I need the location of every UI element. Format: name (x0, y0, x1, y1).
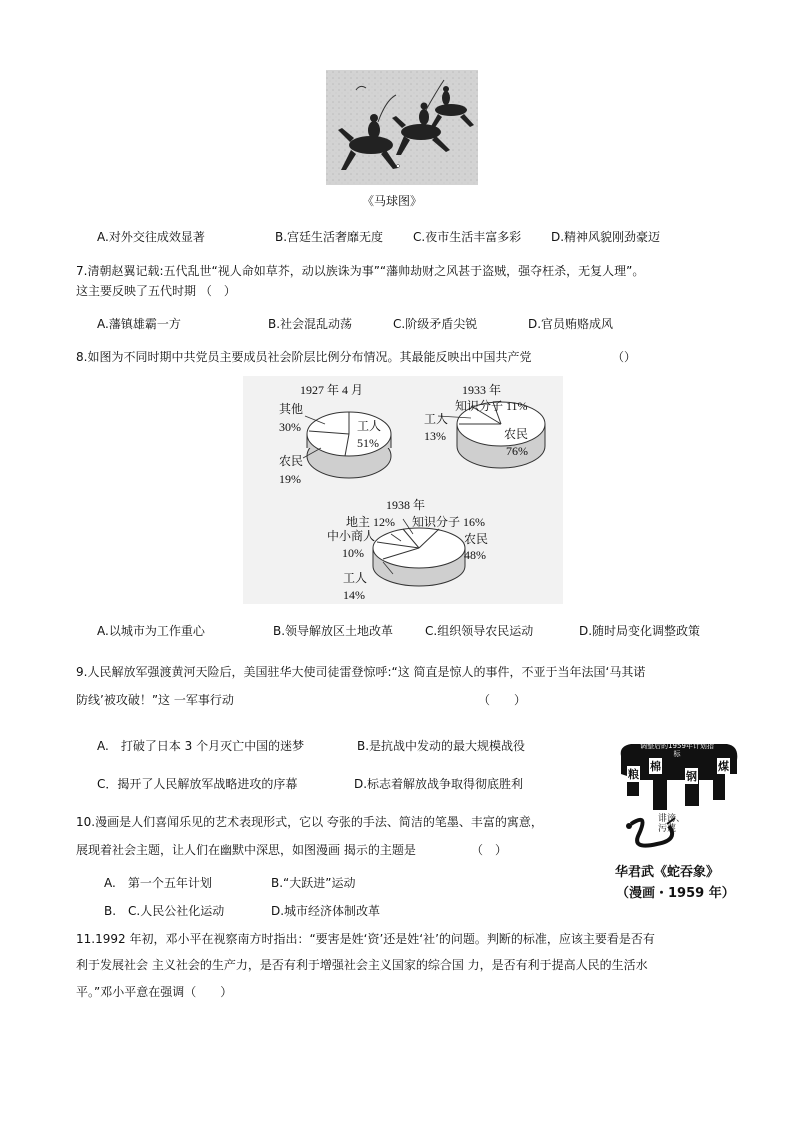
pie2-label-worker-pct: 13% (424, 429, 446, 443)
pie2-label-worker: 工人 (424, 412, 449, 426)
pie1-label-peasant-pct: 19% (279, 472, 301, 486)
q9-stem-line2: 防线’被攻破！”这 一军事行动 (76, 693, 234, 707)
q10-option-c[interactable]: B. C.人民公社化运动 (104, 904, 225, 918)
q9-stem-line1: 9.人民解放军强渡黄河天险后，美国驻华大使司徒雷登惊呼:“这 简直是惊人的事件，不亚于当年法国‘马其诺 (76, 665, 646, 679)
pie1-label-other: 其他 (279, 402, 304, 416)
q10-stem-line2: 展现着社会主题，让人们在幽默中深思，如图漫画 揭示的主题是 (76, 843, 416, 857)
q8-option-a[interactable]: A.以城市为工作重心 (97, 624, 205, 638)
q6-option-d[interactable]: D.精神风貌刚劲豪迈 (551, 230, 661, 244)
cartoon-subtitle: （漫画・1959 年） (616, 886, 735, 901)
q9-option-b[interactable]: B.是抗战中发动的最大规模战役 (357, 739, 526, 753)
pie1-label-other-pct: 30% (279, 420, 301, 434)
pie3-label-peasant-pct: 48% (464, 548, 486, 562)
pie3-label-landlord: 地主 12% (346, 515, 395, 529)
cartoon-leg-steel: 钢 (686, 770, 697, 783)
cartoon-title: 华君武《蛇吞象》 (615, 865, 720, 880)
pie3-label-worker: 工人 (343, 571, 368, 585)
pie2-label-intellectual: 知识分子 11% (455, 399, 528, 413)
cartoon-top-text: 调整后的1959年计划指标 (640, 742, 714, 758)
q6-option-b[interactable]: B.宫廷生活奢靡无度 (275, 230, 384, 244)
q7-stem-line1: 7.清朝赵翼记载:五代乱世“视人命如草芥，动以族诛为事”“藩帅劫财之风甚于盗贼，强夺枉杀，无复人理”。 (76, 264, 645, 278)
q11-stem-line2: 利于发展社会 主义社会的生产力，是否有利于增强社会主义国家的综合国 力，是否有利于提高人民的生活水 (76, 958, 648, 972)
q10-option-b[interactable]: B.“大跃进”运动 (271, 876, 356, 890)
q11-stem-line1: 11.1992 年初，邓小平在视察南方时指出：“要害是姓‘资’还是姓‘社’的问题。判断的标准，应该主要看是否有 (76, 932, 655, 946)
pie3-label-intellectual: 知识分子 16% (412, 515, 485, 529)
pie2-label-peasant-pct: 76% (506, 444, 528, 458)
q8-stem: 8.如图为不同时期中共党员主要成员社会阶层比例分布情况。其最能反映出中国共产党 (76, 350, 532, 364)
cartoon-leg-coal: 煤 (718, 760, 729, 773)
q8-option-d[interactable]: D.随时局变化调整政策 (579, 624, 701, 638)
q7-option-d[interactable]: D.官员贿赂成风 (528, 317, 614, 331)
pie3-label-merchant: 中小商人 (327, 529, 376, 543)
q8-option-c[interactable]: C.组织领导农民运动 (425, 624, 534, 638)
q9-option-d[interactable]: D.标志着解放战争取得彻底胜利 (354, 777, 524, 791)
q10-option-d[interactable]: D.城市经济体制改革 (271, 904, 381, 918)
q7-option-b[interactable]: B.社会混乱动荡 (268, 317, 353, 331)
pie-1938 (373, 528, 465, 586)
cartoon-leg-cotton: 棉 (650, 760, 661, 773)
pie1-label-worker-pct: 51% (357, 436, 379, 450)
polo-caption: 《马球图》 (362, 194, 423, 208)
q10-option-a[interactable]: A. 第一个五年计划 (104, 876, 212, 890)
q7-option-c[interactable]: C.阶级矛盾尖锐 (393, 317, 478, 331)
pie3-label-peasant: 农民 (464, 532, 489, 546)
pie3-title: 1938 年 (386, 498, 426, 512)
q6-option-c[interactable]: C.夜市生活丰富多彩 (413, 230, 522, 244)
pie3-label-merchant-pct: 10% (342, 546, 364, 560)
q10-answer-paren: （ ） (471, 843, 508, 857)
q11-stem-line3: 平。”邓小平意在强调（ ） (76, 985, 233, 999)
q9-option-a[interactable]: A. 打破了日本 3 个月灭亡中国的迷梦 (97, 739, 305, 753)
q7-stem-line2: 这主要反映了五代时期 （ ） (76, 284, 236, 298)
q9-answer-paren: （ ） (478, 693, 527, 707)
q8-option-b[interactable]: B.领导解放区土地改革 (273, 624, 394, 638)
q7-option-a[interactable]: A.藩镇雄霸一方 (97, 317, 181, 331)
cartoon-snake-text: 诽谤、污蔑 (658, 814, 686, 834)
q6-option-a[interactable]: A.对外交往成效显著 (97, 230, 205, 244)
pie3-label-worker-pct: 14% (343, 588, 365, 602)
q10-stem-line1: 10.漫画是人们喜闻乐见的艺术表现形式，它以 夸张的手法、简洁的笔墨、丰富的寓意， (76, 815, 543, 829)
pie1-title: 1927 年 4 月 (300, 383, 364, 397)
pie2-title: 1933 年 (462, 383, 502, 397)
q8-answer-paren: （） (612, 350, 637, 364)
pie2-label-peasant: 农民 (504, 427, 529, 441)
pie1-label-worker: 工人 (357, 419, 382, 433)
pie1-label-peasant: 农民 (279, 454, 304, 468)
polo-painting-image (326, 70, 478, 185)
cartoon-leg-grain: 粮 (628, 768, 639, 781)
q9-option-c[interactable]: C．揭开了人民解放军战略进攻的序幕 (97, 777, 298, 791)
